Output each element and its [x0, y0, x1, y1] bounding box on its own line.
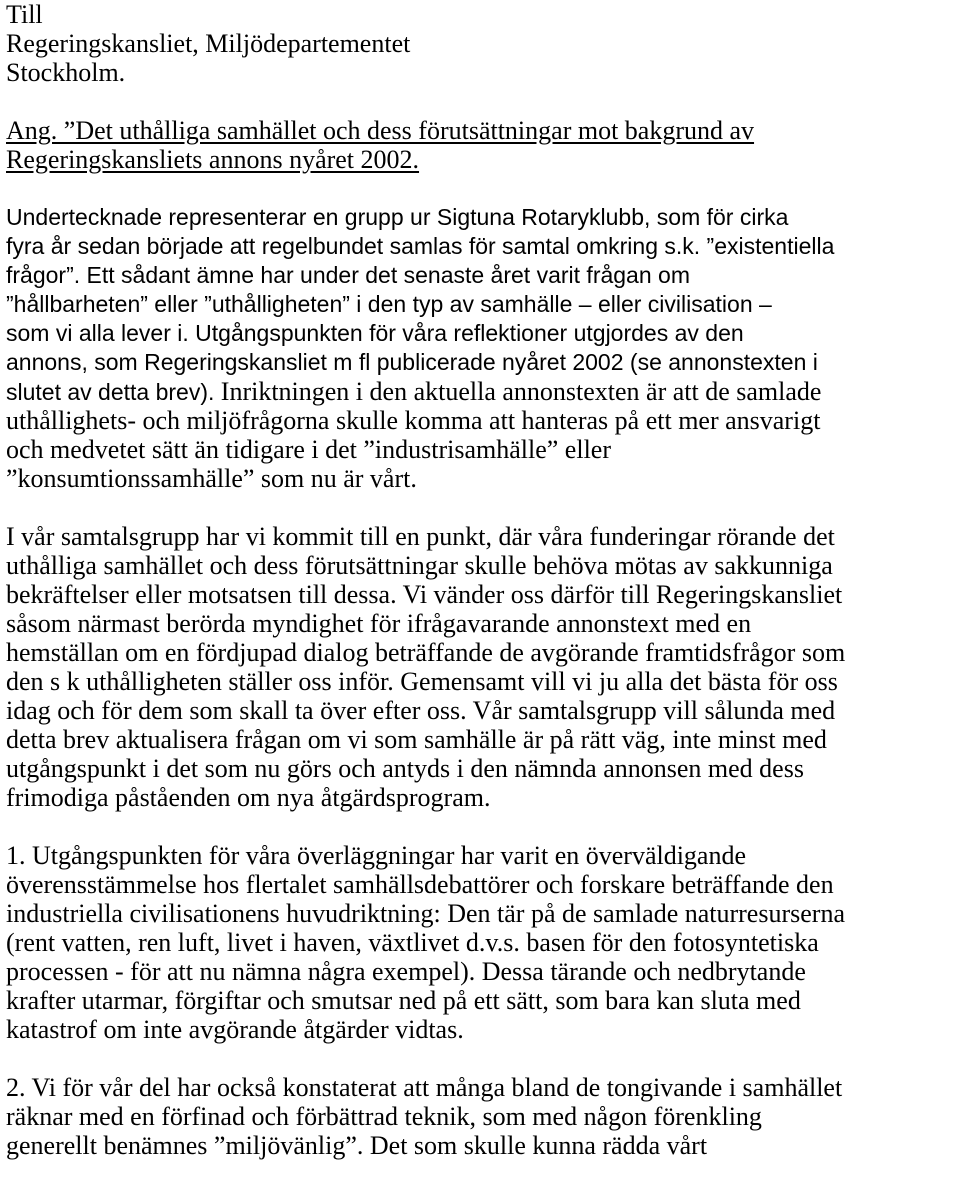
paragraph-line: annons, som Regeringskansliet m fl publicerade nyåret 2002 (se annonstexten i [6, 349, 818, 375]
letter-page [6, 0, 956, 1160]
paragraph-line-sans-part: slutet av detta brev). [6, 379, 221, 405]
paragraph-line: processen - för att nu nämna några exempel). Dessa tärande och nedbrytande [6, 957, 806, 986]
paragraph-line: generellt benämnes ”miljövänlig”. Det som skulle kunna rädda vårt [6, 1131, 708, 1160]
salutation-to: Till [6, 0, 43, 29]
paragraph-line: katastrof om inte avgörande åtgärder vidtas. [6, 1015, 464, 1044]
recipient-block [6, 0, 956, 87]
paragraph-line-serif-part: Inriktningen i den aktuella annonstexten är att de samlade [220, 377, 822, 406]
paragraph-line: detta brev aktualisera frågan om vi som samhälle är på rätt väg, inte minst med [6, 725, 827, 754]
paragraph-line: som vi alla lever i. Utgångspunkten för våra reflektioner utgjordes av den [6, 320, 744, 346]
paragraph-discussion [6, 522, 956, 812]
paragraph-intro [6, 203, 956, 493]
spacer [6, 1044, 956, 1073]
recipient-city: Stockholm. [6, 58, 126, 87]
paragraph-line: (rent vatten, ren luft, livet i haven, växtlivet d.v.s. basen för den fotosyntetiska [6, 928, 819, 957]
subject-line-1: Ang. ”Det uthålliga samhället och dess förutsättningar mot bakgrund av [6, 116, 755, 145]
paragraph-line: hemställan om en fördjupad dialog beträffande de avgörande framtidsfrågor som [6, 638, 846, 667]
spacer [6, 87, 956, 116]
subject-block [6, 116, 956, 174]
paragraph-line: industriella civilisationens huvudriktning: Den tär på de samlade naturresurserna [6, 899, 845, 928]
paragraph-line: frimodiga påståenden om nya åtgärdsprogram. [6, 783, 491, 812]
recipient-name: Regeringskansliet, Miljödepartementet [6, 29, 411, 58]
paragraph-line: krafter utarmar, förgiftar och smutsar ned på ett sätt, som bara kan sluta med [6, 986, 801, 1015]
paragraph-line: fyra år sedan började att regelbundet samlas för samtal omkring s.k. ”existentiella [6, 233, 835, 259]
paragraph-line: 1. Utgångspunkten för våra överläggningar har varit en överväldigande [6, 841, 747, 870]
paragraph-line: överensstämmelse hos flertalet samhällsdebattörer och forskare beträffande den [6, 870, 834, 899]
paragraph-line [6, 377, 956, 406]
paragraph-line: såsom närmast berörda myndighet för ifrågavarande annonstext med en [6, 609, 752, 638]
paragraph-line: räknar med en förfinad och förbättrad teknik, som med någon förenkling [6, 1102, 762, 1131]
spacer [6, 812, 956, 841]
paragraph-line: bekräftelser eller motsatsen till dessa. Vi vänder oss därför till Regeringskansliet [6, 580, 843, 609]
paragraph-line: uthålliga samhället och dess förutsättningar skulle behöva mötas av sakkunniga [6, 551, 833, 580]
paragraph-line: den s k uthålligheten ställer oss inför. Gemensamt vill vi ju alla det bästa för oss [6, 667, 838, 696]
paragraph-line: frågor”. Ett sådant ämne har under det senaste året varit frågan om [6, 262, 690, 288]
spacer [6, 174, 956, 203]
subject-line-2: Regeringskansliets annons nyåret 2002. [6, 145, 420, 174]
paragraph-line: 2. Vi för vår del har också konstaterat att många bland de tongivande i samhället [6, 1073, 843, 1102]
paragraph-line: uthållighets- och miljöfrågorna skulle komma att hanteras på ett mer ansvarigt [6, 406, 821, 435]
paragraph-line: ”hållbarheten” eller ”uthålligheten” i den typ av samhälle – eller civilisation – [6, 291, 772, 317]
paragraph-line: idag och för dem som skall ta över efter oss. Vår samtalsgrupp vill sålunda med [6, 696, 836, 725]
paragraph-line: och medvetet sätt än tidigare i det ”industrisamhälle” eller [6, 435, 611, 464]
paragraph-line: I vår samtalsgrupp har vi kommit till en punkt, där våra funderingar rörande det [6, 522, 835, 551]
paragraph-point-1 [6, 841, 956, 1044]
paragraph-line: Undertecknade representerar en grupp ur Sigtuna Rotaryklubb, som för cirka [6, 204, 789, 230]
spacer [6, 493, 956, 522]
paragraph-point-2 [6, 1073, 956, 1160]
paragraph-line: ”konsumtionssamhälle” som nu är vårt. [6, 464, 417, 493]
paragraph-line: utgångspunkt i det som nu görs och antyds i den nämnda annonsen med dess [6, 754, 804, 783]
